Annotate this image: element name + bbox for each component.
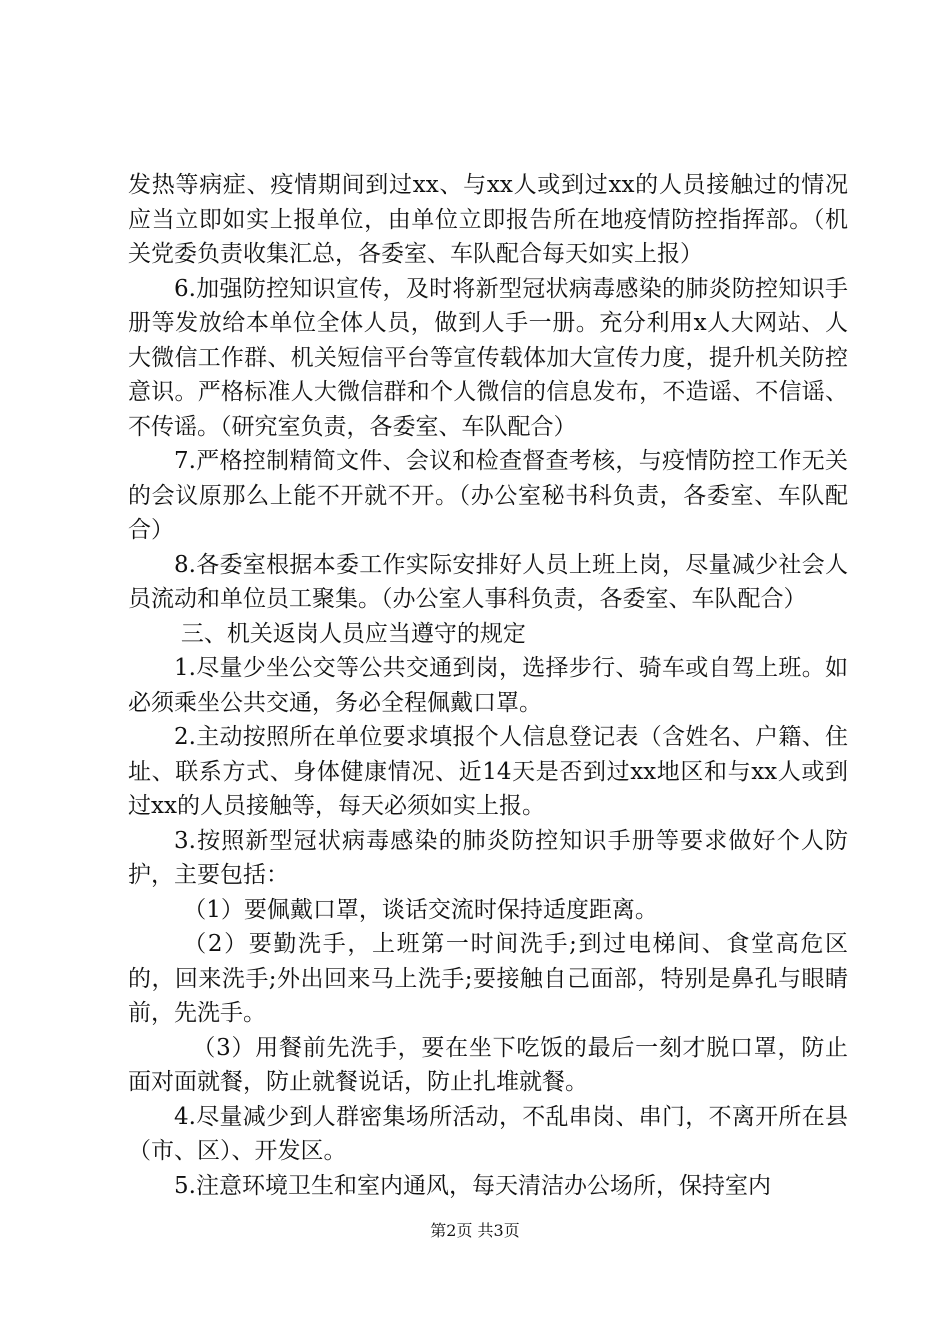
paragraph-rule-1: 1.尽量少坐公交等公共交通到岗，选择步行、骑车或自驾上班。如必须乘坐公共交通，务必全程佩戴口罩。 — [128, 655, 848, 716]
paragraph-item-7: 7.严格控制精简文件、会议和检查督查考核，与疫情防控工作无关的会议原那么上能不开就不开。（办公室秘书科负责，各委室、车队配合） — [128, 448, 848, 543]
paragraph-rule-3: 3.按照新型冠状病毒感染的肺炎防控知识手册等要求做好个人防护，主要包括： — [128, 827, 848, 888]
paragraph-rule-5: 5.注意环境卫生和室内通风，每天清洁办公场所，保持室内 — [174, 1172, 771, 1199]
paragraph-continuation: 发热等病症、疫情期间到过xx、与xx人或到过xx的人员接触过的情况应当立即如实上报单位，由单位立即报告所在地疫情防控指挥部。（机关党委负责收集汇总，各委室、车队配合每天如实上报） — [128, 172, 848, 267]
paragraph-subrule-3: （3）用餐前先洗手，要在坐下吃饭的最后一刻才脱口罩，防止面对面就餐，防止就餐说话，防止扎堆就餐。 — [128, 1034, 848, 1095]
paragraph-subrule-1: （1）要佩戴口罩，谈话交流时保持适度距离。 — [183, 896, 658, 923]
paragraph-subrule-2: （2）要勤洗手，上班第一时间洗手;到过电梯间、食堂高危区的，回来洗手;外出回来马上洗手;要接触自己面部，特别是鼻孔与眼睛前，先洗手。 — [128, 931, 848, 1026]
paragraph-item-8: 8.各委室根据本委工作实际安排好人员上班上岗，尽量减少社会人员流动和单位员工聚集。（办公室人事科负责，各委室、车队配合） — [128, 551, 848, 612]
section-heading-3: 三、机关返岗人员应当遵守的规定 — [180, 620, 526, 647]
document-body — [128, 168, 848, 1203]
paragraph-rule-4: 4.尽量减少到人群密集场所活动，不乱串岗、串门，不离开所在县（市、区）、开发区。 — [128, 1103, 848, 1164]
paragraph-item-6: 6.加强防控知识宣传，及时将新型冠状病毒感染的肺炎防控知识手册等发放给本单位全体人员，做到人手一册。充分利用x人大网站、人大微信工作群、机关短信平台等宣传载体加大宣传力度，提升机关防控意识。严格标准人大微信群和个人微信的信息发布，不造谣、不信谣、不传谣。（研究室负责，各委室、车队配合） — [128, 275, 848, 440]
page-number-footer: 第2页 共3页 — [430, 1221, 520, 1240]
paragraph-rule-2: 2.主动按照所在单位要求填报个人信息登记表（含姓名、户籍、住址、联系方式、身体健康情况、近14天是否到过xx地区和与xx人或到过xx的人员接触等，每天必须如实上报。 — [128, 724, 848, 819]
